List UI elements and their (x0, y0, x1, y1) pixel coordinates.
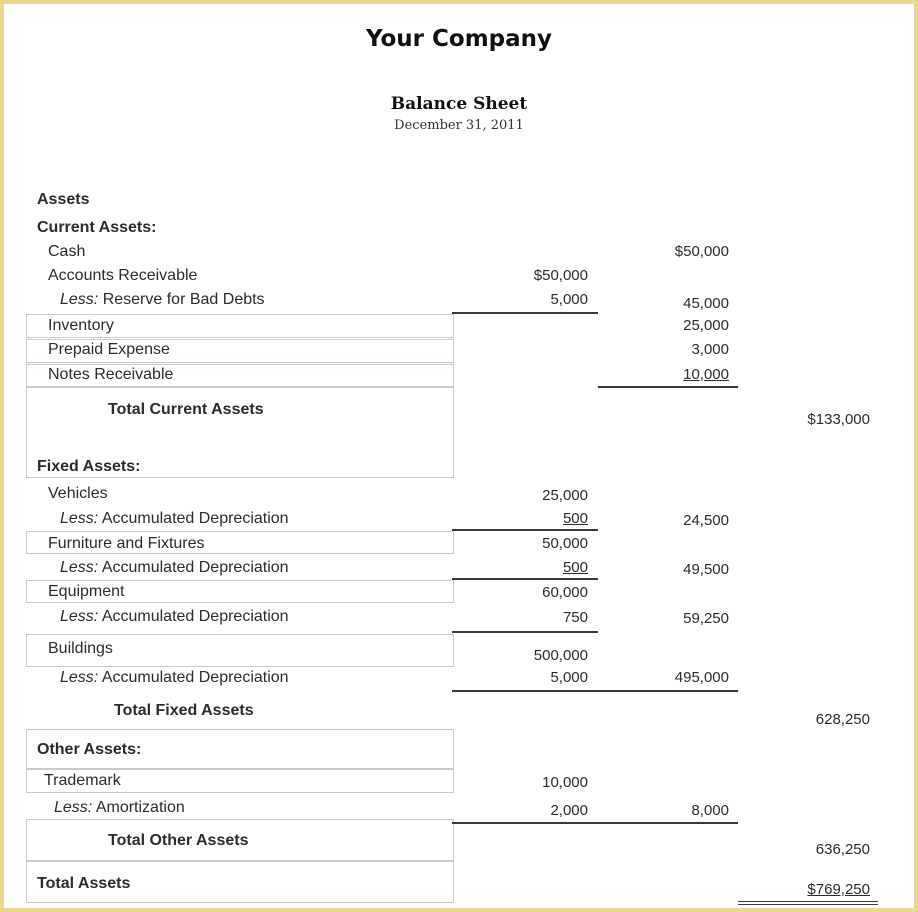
less-prefix: Less: (60, 559, 99, 576)
other-assets-heading: Other Assets: (37, 741, 142, 758)
amortization-deduction: 2,000 (550, 802, 588, 819)
vehicles-gross: 25,000 (542, 487, 588, 504)
amortization-label: Amortization (95, 799, 185, 816)
less-prefix: Less: (60, 669, 99, 686)
total-assets-double-rule (738, 901, 878, 902)
total-current-assets-label: Total Current Assets (108, 401, 264, 418)
trademark-label: Trademark (44, 772, 121, 789)
document-date: December 31, 2011 (394, 118, 524, 133)
total-current-assets-amount: $133,000 (807, 411, 870, 428)
vehicles-dep-label: Accumulated Depreciation (101, 510, 289, 527)
bad-debts-rule (452, 312, 598, 314)
total-fixed-assets-label: Total Fixed Assets (114, 702, 254, 719)
bad-debts-row (60, 290, 265, 310)
buildings-net: 495,000 (674, 669, 729, 686)
vehicles-label: Vehicles (48, 485, 108, 502)
notes-receivable-label: Notes Receivable (48, 366, 174, 383)
amortization-rule (452, 822, 738, 824)
total-assets-amount: $769,250 (807, 881, 870, 898)
fixed-assets-heading: Fixed Assets: (37, 458, 141, 475)
inventory-label: Inventory (48, 317, 114, 334)
furniture-dep-deduction: 500 (562, 559, 588, 576)
buildings-rule (452, 690, 738, 692)
equipment-net: 59,250 (683, 610, 729, 627)
furniture-net: 49,500 (683, 561, 729, 578)
amortization-net: 8,000 (691, 802, 729, 819)
company-name: Your Company (365, 26, 553, 52)
buildings-label: Buildings (48, 640, 113, 657)
total-other-assets-amount: 636,250 (815, 841, 870, 858)
equipment-gross: 60,000 (542, 584, 588, 601)
equipment-dep-row (60, 607, 289, 627)
less-prefix: Less: (60, 510, 99, 527)
furniture-rule (452, 578, 598, 580)
accounts-receivable-gross: $50,000 (533, 267, 588, 284)
current-assets-heading: Current Assets: (37, 219, 157, 236)
furniture-dep-row (60, 558, 289, 578)
equipment-dep-deduction: 750 (562, 609, 588, 626)
total-assets-label: Total Assets (37, 875, 131, 892)
furniture-gross: 50,000 (542, 535, 588, 552)
notes-rule (598, 386, 738, 388)
buildings-dep-deduction: 5,000 (550, 669, 588, 686)
vehicles-net: 24,500 (683, 512, 729, 529)
inventory-amount: 25,000 (683, 317, 729, 334)
buildings-gross: 500,000 (533, 647, 588, 664)
furniture-dep-label: Accumulated Depreciation (101, 559, 289, 576)
amortization-row (54, 798, 185, 818)
equipment-rule (452, 631, 598, 633)
less-prefix: Less: (60, 291, 99, 308)
prepaid-amount: 3,000 (691, 341, 729, 358)
document-title: Balance Sheet (390, 94, 528, 114)
cash-amount: $50,000 (674, 243, 729, 260)
bad-debts-net: 45,000 (683, 295, 729, 312)
furniture-label: Furniture and Fixtures (48, 535, 205, 552)
trademark-gross: 10,000 (542, 774, 588, 791)
buildings-dep-label: Accumulated Depreciation (101, 669, 289, 686)
notes-receivable-amount: 10,000 (683, 366, 729, 383)
less-prefix: Less: (54, 799, 93, 816)
total-other-assets-label: Total Other Assets (108, 832, 249, 849)
assets-heading: Assets (37, 191, 90, 208)
prepaid-label: Prepaid Expense (48, 341, 170, 358)
total-assets-double-rule-2 (738, 904, 878, 905)
buildings-dep-row (60, 668, 289, 688)
bad-debts-label: Reserve for Bad Debts (102, 291, 265, 308)
equipment-dep-label: Accumulated Depreciation (101, 608, 289, 625)
equipment-label: Equipment (48, 583, 125, 600)
vehicles-rule (452, 529, 598, 531)
balance-sheet (4, 4, 914, 908)
vehicles-dep-deduction: 500 (562, 510, 588, 527)
bad-debts-deduction: 5,000 (550, 291, 588, 308)
accounts-receivable-label: Accounts Receivable (48, 267, 198, 284)
vehicles-dep-row (60, 509, 289, 529)
total-fixed-assets-amount: 628,250 (815, 711, 870, 728)
less-prefix: Less: (60, 608, 99, 625)
cash-label: Cash (48, 243, 86, 260)
